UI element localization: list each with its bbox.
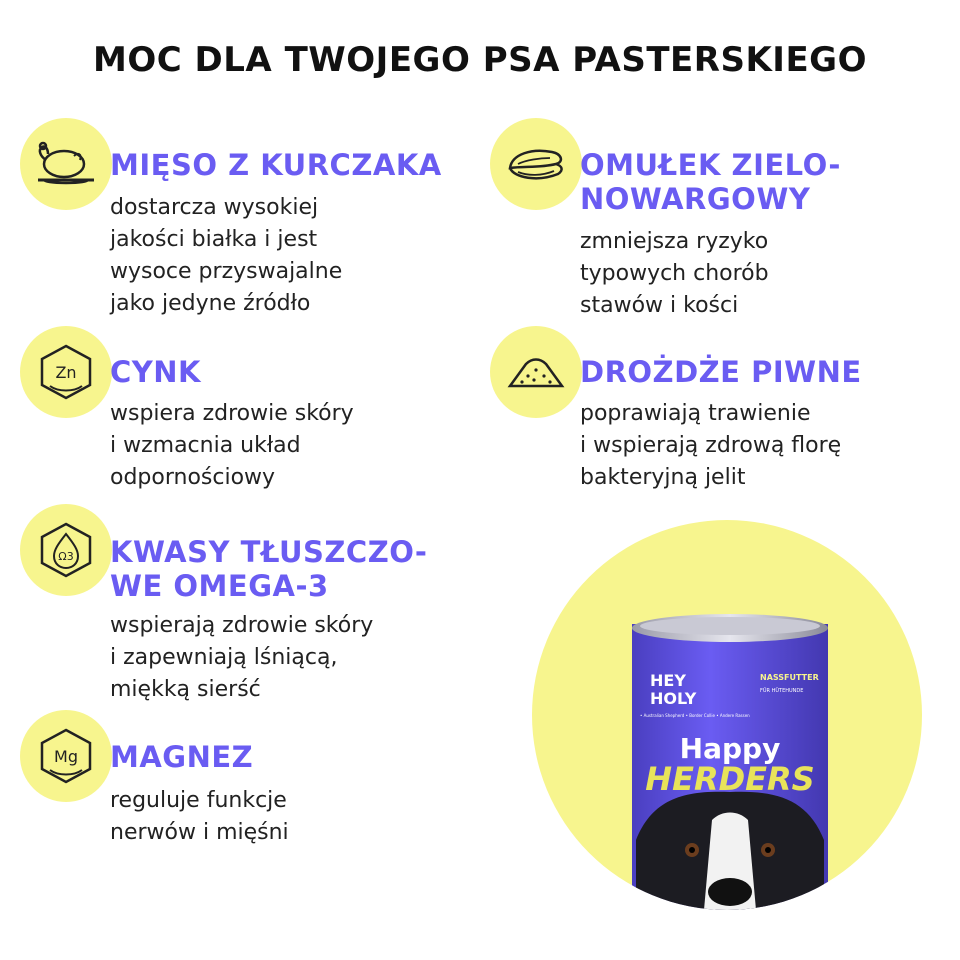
feature-heading: CYNK [110, 355, 202, 389]
feature-heading: MIĘSO Z KURCZAKA [110, 148, 442, 182]
svg-text:Zn: Zn [55, 363, 77, 382]
can-name-line1: Happy [679, 732, 781, 765]
magnesium-icon [34, 726, 98, 786]
page-title: MOC DLA TWOJEGO PSA PASTERSKIEGO [93, 40, 867, 80]
yeast-icon-badge [490, 326, 582, 418]
omega3-icon-badge [20, 504, 112, 596]
chicken-icon-badge [20, 118, 112, 210]
omega3-icon [34, 520, 98, 580]
feature-description: wspiera zdrowie skóry i wzmacnia układ odpornościowy [110, 401, 354, 490]
zinc-icon-badge [20, 326, 112, 418]
svg-text:Ω3: Ω3 [58, 550, 74, 563]
can-name-line2: HERDERS [645, 760, 815, 798]
feature-heading: MAGNEZ [110, 740, 254, 774]
can-type: NASSFUTTER [760, 673, 819, 682]
feature-description: dostarcza wysokiej jakości białka i jest wysoce przyswajalne jako jedyne źródło [110, 195, 343, 316]
can-breeds: • Australian Shepherd • Border Collie • Andere Rassen [640, 713, 750, 718]
product-can [532, 520, 922, 910]
can-brand-line1: HEY [650, 671, 686, 690]
feature-description: poprawiają trawienie i wspierają zdrową florę bakteryjną jelit [580, 401, 842, 490]
product-image [532, 520, 922, 910]
feature-heading: KWASY TŁUSZCZO- WE OMEGA-3 [110, 535, 428, 603]
feature-heading: DROŻDŻE PIWNE [580, 355, 862, 389]
svg-text:Mg: Mg [54, 747, 78, 766]
chicken-icon [34, 134, 98, 194]
yeast-icon [504, 342, 568, 402]
magnesium-icon-badge [20, 710, 112, 802]
feature-heading: OMUŁEK ZIELO- NOWARGOWY [580, 148, 841, 216]
feature-description: wspierają zdrowie skóry i zapewniają lśniącą, miękką sierść [110, 613, 374, 702]
feature-description: reguluje funkcje nerwów i mięśni [110, 788, 289, 845]
can-brand-line2: HOLY [650, 689, 697, 708]
mussel-icon [504, 134, 568, 194]
mussel-icon-badge [490, 118, 582, 210]
zinc-icon [34, 342, 98, 402]
feature-description: zmniejsza ryzyko typowych chorób stawów i kości [580, 229, 769, 318]
can-subtype: FÜR HÜTEHUNDE [760, 688, 804, 694]
